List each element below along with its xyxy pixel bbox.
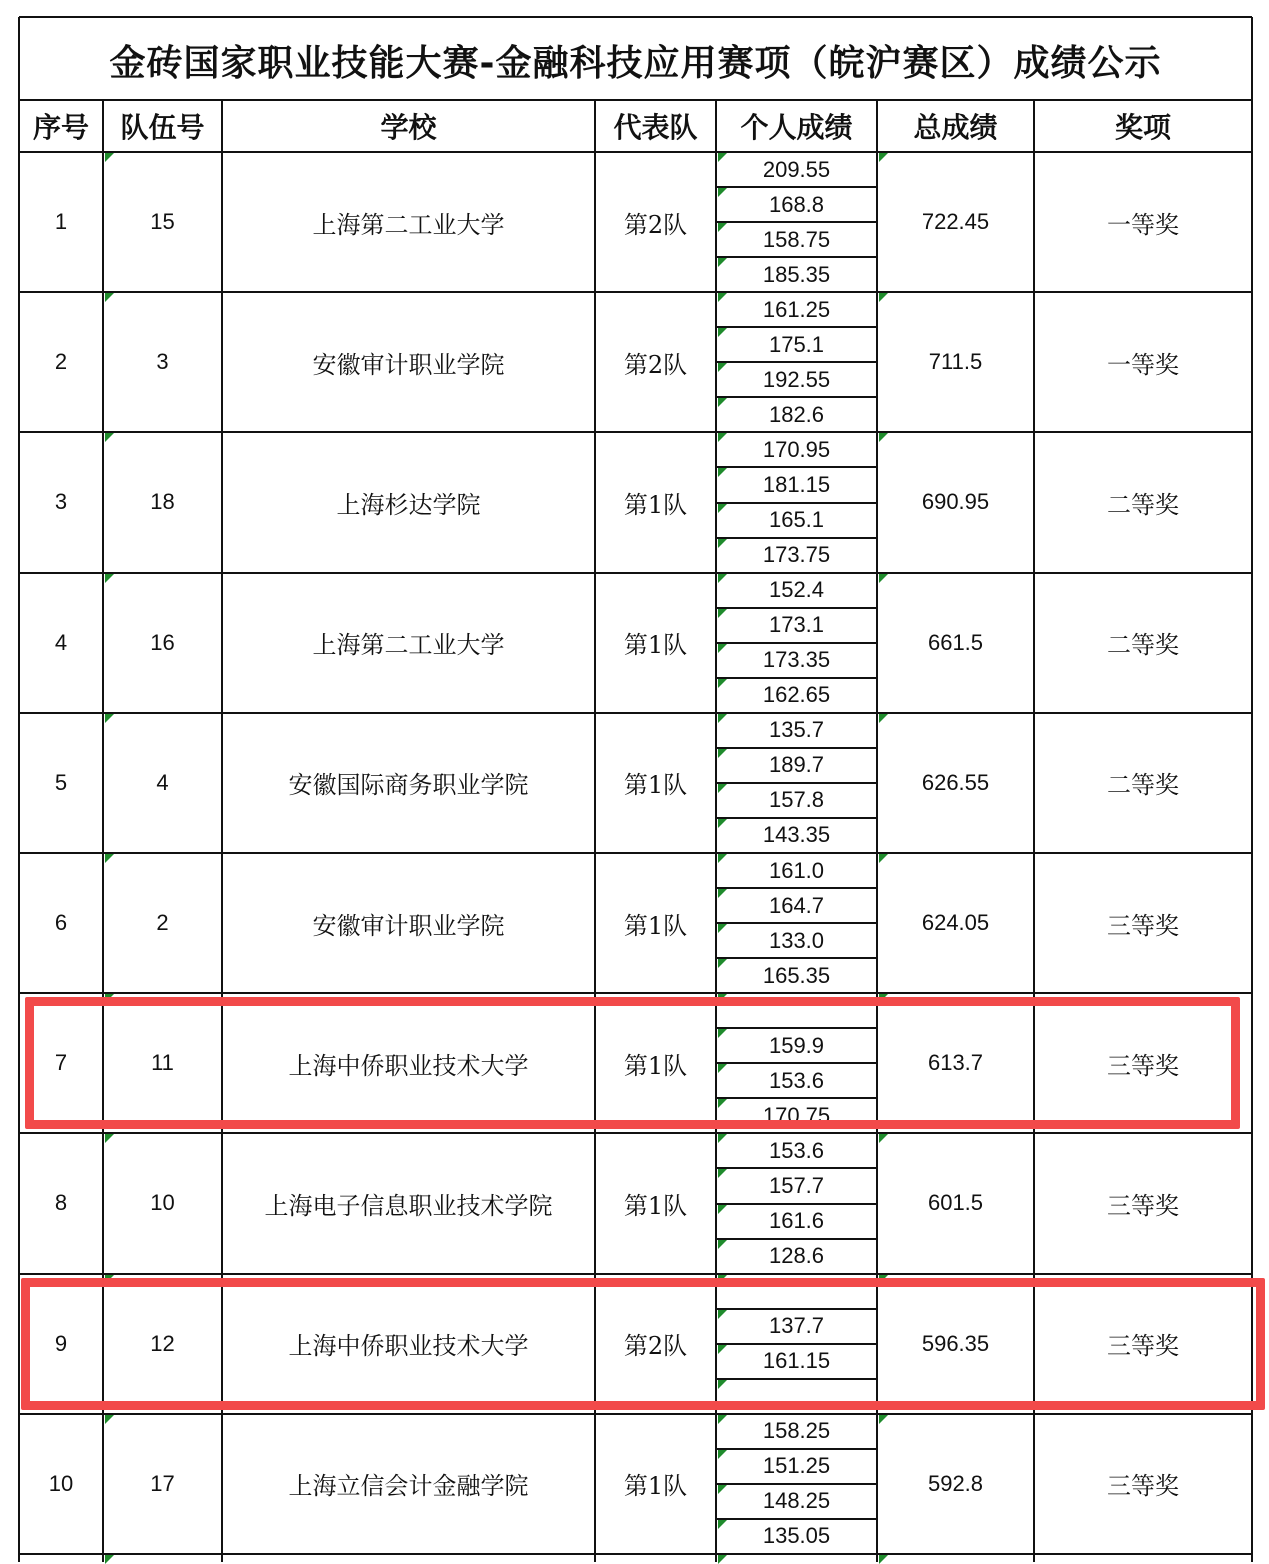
row-total: 592.8 (927, 1470, 984, 1496)
grid-hline (19, 431, 1252, 433)
comment-marker (718, 258, 727, 267)
row-total: 613.7 (927, 1050, 984, 1076)
row-seq: 9 (54, 1330, 68, 1356)
comment-marker (718, 609, 727, 618)
comment-marker (718, 1415, 727, 1424)
individual-score: 135.05 (762, 1523, 831, 1549)
row-school: 上海第二工业大学 (312, 631, 505, 660)
row-seq: 1 (54, 209, 68, 235)
comment-marker (718, 784, 727, 793)
comment-marker (718, 749, 727, 758)
comment-marker (718, 854, 727, 863)
row-school: 安徽审计职业学院 (312, 350, 505, 379)
row-seq: 3 (54, 489, 68, 515)
individual-score: 168.8 (768, 191, 825, 217)
comment-marker (879, 854, 888, 863)
comment-marker (879, 1134, 888, 1143)
score-divider (716, 782, 877, 784)
comment-marker (718, 1240, 727, 1249)
individual-score: 164.7 (768, 892, 825, 918)
score-divider (716, 1448, 877, 1450)
comment-marker (718, 223, 727, 232)
header-squad: 代表队 (613, 111, 698, 144)
score-divider (716, 186, 877, 188)
row-team-no: 17 (150, 1470, 175, 1496)
row-school: 上海杉达学院 (336, 490, 481, 519)
row-team-no: 10 (150, 1190, 175, 1216)
individual-score: 137.7 (768, 1313, 825, 1339)
score-divider (716, 677, 877, 679)
comment-marker (718, 1134, 727, 1143)
row-team-no: 11 (151, 1050, 174, 1076)
comment-marker (718, 328, 727, 337)
header-scores: 个人成绩 (740, 111, 853, 144)
score-divider (716, 642, 877, 644)
grid-hline (19, 852, 1252, 854)
row-seq: 8 (54, 1190, 68, 1216)
comment-marker (718, 1169, 727, 1178)
header-team-no: 队伍号 (120, 111, 205, 144)
grid-hline (19, 572, 1252, 574)
page-title: 金砖国家职业技能大赛-金融科技应用赛项（皖沪赛区）成绩公示 (109, 42, 1162, 84)
individual-score: 158.75 (762, 226, 831, 252)
row-seq: 10 (48, 1470, 74, 1496)
comment-marker (879, 433, 888, 442)
individual-score: 165.35 (762, 962, 831, 988)
row-school: 上海立信会计金融学院 (288, 1472, 529, 1501)
individual-score: 170.95 (762, 436, 831, 462)
row-award: 三等奖 (1107, 1191, 1179, 1220)
individual-score: 182.6 (768, 401, 825, 427)
grid-hline (19, 1132, 1252, 1134)
comment-marker (718, 1520, 727, 1529)
row-award: 二等奖 (1107, 771, 1179, 800)
comment-marker (718, 539, 727, 548)
individual-score: 153.6 (768, 1067, 825, 1093)
row-squad: 第1队 (623, 1051, 688, 1080)
individual-score: 192.55 (762, 366, 831, 392)
row-team-no: 16 (150, 629, 175, 655)
row-team-no: 3 (156, 349, 169, 375)
individual-score: 173.35 (762, 647, 831, 673)
row-team-no: 2 (156, 910, 169, 936)
row-school: 安徽审计职业学院 (312, 911, 505, 940)
individual-score: 159.9 (768, 1032, 825, 1058)
row-award: 三等奖 (1107, 911, 1179, 940)
comment-marker (718, 574, 727, 583)
score-divider (716, 1483, 877, 1485)
score-divider (716, 1238, 877, 1240)
comment-marker (105, 1134, 114, 1143)
score-divider (716, 466, 877, 468)
comment-marker (105, 433, 114, 442)
row-award: 三等奖 (1107, 1332, 1179, 1361)
row-school: 上海电子信息职业技术学院 (264, 1191, 553, 1220)
score-divider (716, 396, 877, 398)
comment-marker (105, 1415, 114, 1424)
grid-hline (19, 16, 1252, 18)
individual-score: 157.8 (768, 787, 825, 813)
comment-marker (105, 574, 114, 583)
comment-marker (105, 714, 114, 723)
header-school: 学校 (380, 111, 437, 144)
individual-score: 161.25 (762, 296, 831, 322)
comment-marker (879, 714, 888, 723)
comment-marker (718, 819, 727, 828)
header-seq: 序号 (32, 111, 89, 144)
row-award: 二等奖 (1107, 631, 1179, 660)
score-divider (716, 887, 877, 889)
individual-score: 143.35 (762, 822, 831, 848)
score-divider (716, 1203, 877, 1205)
score-divider (716, 361, 877, 363)
individual-score: 209.55 (762, 156, 831, 182)
comment-marker (718, 153, 727, 162)
row-team-no: 18 (150, 489, 175, 515)
score-divider (716, 1167, 877, 1169)
row-total: 626.55 (921, 769, 990, 795)
row-squad: 第1队 (623, 771, 688, 800)
individual-score: 161.6 (768, 1208, 825, 1234)
comment-marker (105, 153, 114, 162)
comment-marker (879, 574, 888, 583)
row-team-no: 12 (150, 1330, 175, 1356)
individual-score: 157.7 (768, 1172, 825, 1198)
comment-marker (718, 1205, 727, 1214)
comment-marker (105, 293, 114, 302)
row-total: 661.5 (927, 629, 984, 655)
grid-hline (19, 992, 1252, 994)
comment-marker (879, 293, 888, 302)
row-total: 690.95 (921, 489, 990, 515)
score-divider (716, 1518, 877, 1520)
comment-marker (879, 1415, 888, 1424)
score-divider (716, 922, 877, 924)
grid-hline (19, 1273, 1252, 1275)
score-divider (716, 607, 877, 609)
row-total: 624.05 (921, 910, 990, 936)
comment-marker (718, 188, 727, 197)
row-award: 三等奖 (1107, 1472, 1179, 1501)
highlight-box (21, 1278, 1265, 1410)
individual-score: 165.1 (768, 507, 825, 533)
row-award: 一等奖 (1107, 210, 1179, 239)
individual-score: 153.6 (768, 1137, 825, 1163)
individual-score: 170.75 (762, 1102, 831, 1128)
row-seq: 4 (54, 629, 68, 655)
highlight-box (25, 997, 1240, 1129)
individual-score: 135.7 (768, 717, 825, 743)
individual-score: 185.35 (762, 261, 831, 287)
grid-hline (19, 291, 1252, 293)
row-total: 601.5 (927, 1190, 984, 1216)
comment-marker (718, 1485, 727, 1494)
comment-marker (718, 889, 727, 898)
row-seq: 2 (54, 349, 68, 375)
row-award: 三等奖 (1107, 1051, 1179, 1080)
row-seq: 7 (54, 1050, 68, 1076)
grid-hline (19, 712, 1252, 714)
individual-score: 148.25 (762, 1488, 831, 1514)
comment-marker (718, 468, 727, 477)
score-divider (716, 221, 877, 223)
comment-marker (718, 714, 727, 723)
score-divider (716, 747, 877, 749)
comment-marker (718, 1555, 727, 1564)
individual-score: 152.4 (768, 577, 825, 603)
row-team-no: 15 (150, 209, 175, 235)
row-award: 一等奖 (1107, 350, 1179, 379)
comment-marker (718, 433, 727, 442)
grid-hline (19, 151, 1252, 153)
individual-score: 161.15 (762, 1348, 831, 1374)
comment-marker (718, 363, 727, 372)
individual-score: 133.0 (768, 927, 825, 953)
comment-marker (718, 1450, 727, 1459)
grid-vline (18, 17, 20, 1562)
score-divider (716, 256, 877, 258)
comment-marker (879, 1555, 888, 1564)
comment-marker (718, 504, 727, 513)
row-squad: 第1队 (623, 631, 688, 660)
individual-score: 158.25 (762, 1418, 831, 1444)
score-divider (716, 957, 877, 959)
grid-hline (19, 1553, 1252, 1555)
individual-score: 173.1 (768, 612, 825, 638)
row-squad: 第1队 (623, 911, 688, 940)
comment-marker (105, 854, 114, 863)
individual-score: 173.75 (762, 542, 831, 568)
row-school: 安徽国际商务职业学院 (288, 771, 529, 800)
row-squad: 第1队 (623, 490, 688, 519)
row-seq: 5 (54, 769, 68, 795)
individual-score: 181.15 (762, 471, 831, 497)
row-award: 二等奖 (1107, 490, 1179, 519)
row-school: 上海第二工业大学 (312, 210, 505, 239)
comment-marker (718, 959, 727, 968)
individual-score: 161.0 (768, 857, 825, 883)
comment-marker (718, 644, 727, 653)
individual-score: 189.7 (768, 752, 825, 778)
row-total: 596.35 (921, 1330, 990, 1356)
score-divider (716, 502, 877, 504)
comment-marker (105, 1555, 114, 1564)
comment-marker (879, 153, 888, 162)
individual-score: 175.1 (768, 331, 825, 357)
row-school: 上海中侨职业技术大学 (288, 1332, 529, 1361)
header-award: 奖项 (1114, 111, 1171, 144)
comment-marker (718, 924, 727, 933)
row-team-no: 4 (156, 769, 169, 795)
row-squad: 第2队 (623, 1332, 688, 1361)
row-seq: 6 (54, 910, 68, 936)
comment-marker (718, 679, 727, 688)
individual-score: 128.6 (768, 1243, 825, 1269)
grid-hline (19, 1413, 1252, 1415)
score-divider (716, 817, 877, 819)
score-divider (716, 537, 877, 539)
row-squad: 第1队 (623, 1472, 688, 1501)
row-squad: 第2队 (623, 350, 688, 379)
grid-hline (19, 99, 1252, 101)
individual-score: 162.65 (762, 682, 831, 708)
row-total: 711.5 (928, 349, 983, 375)
individual-score: 151.25 (762, 1453, 831, 1479)
comment-marker (718, 398, 727, 407)
row-total: 722.45 (921, 209, 990, 235)
row-squad: 第2队 (623, 210, 688, 239)
header-total: 总成绩 (913, 111, 998, 144)
row-school: 上海中侨职业技术大学 (288, 1051, 529, 1080)
comment-marker (718, 293, 727, 302)
score-divider (716, 326, 877, 328)
row-squad: 第1队 (623, 1191, 688, 1220)
